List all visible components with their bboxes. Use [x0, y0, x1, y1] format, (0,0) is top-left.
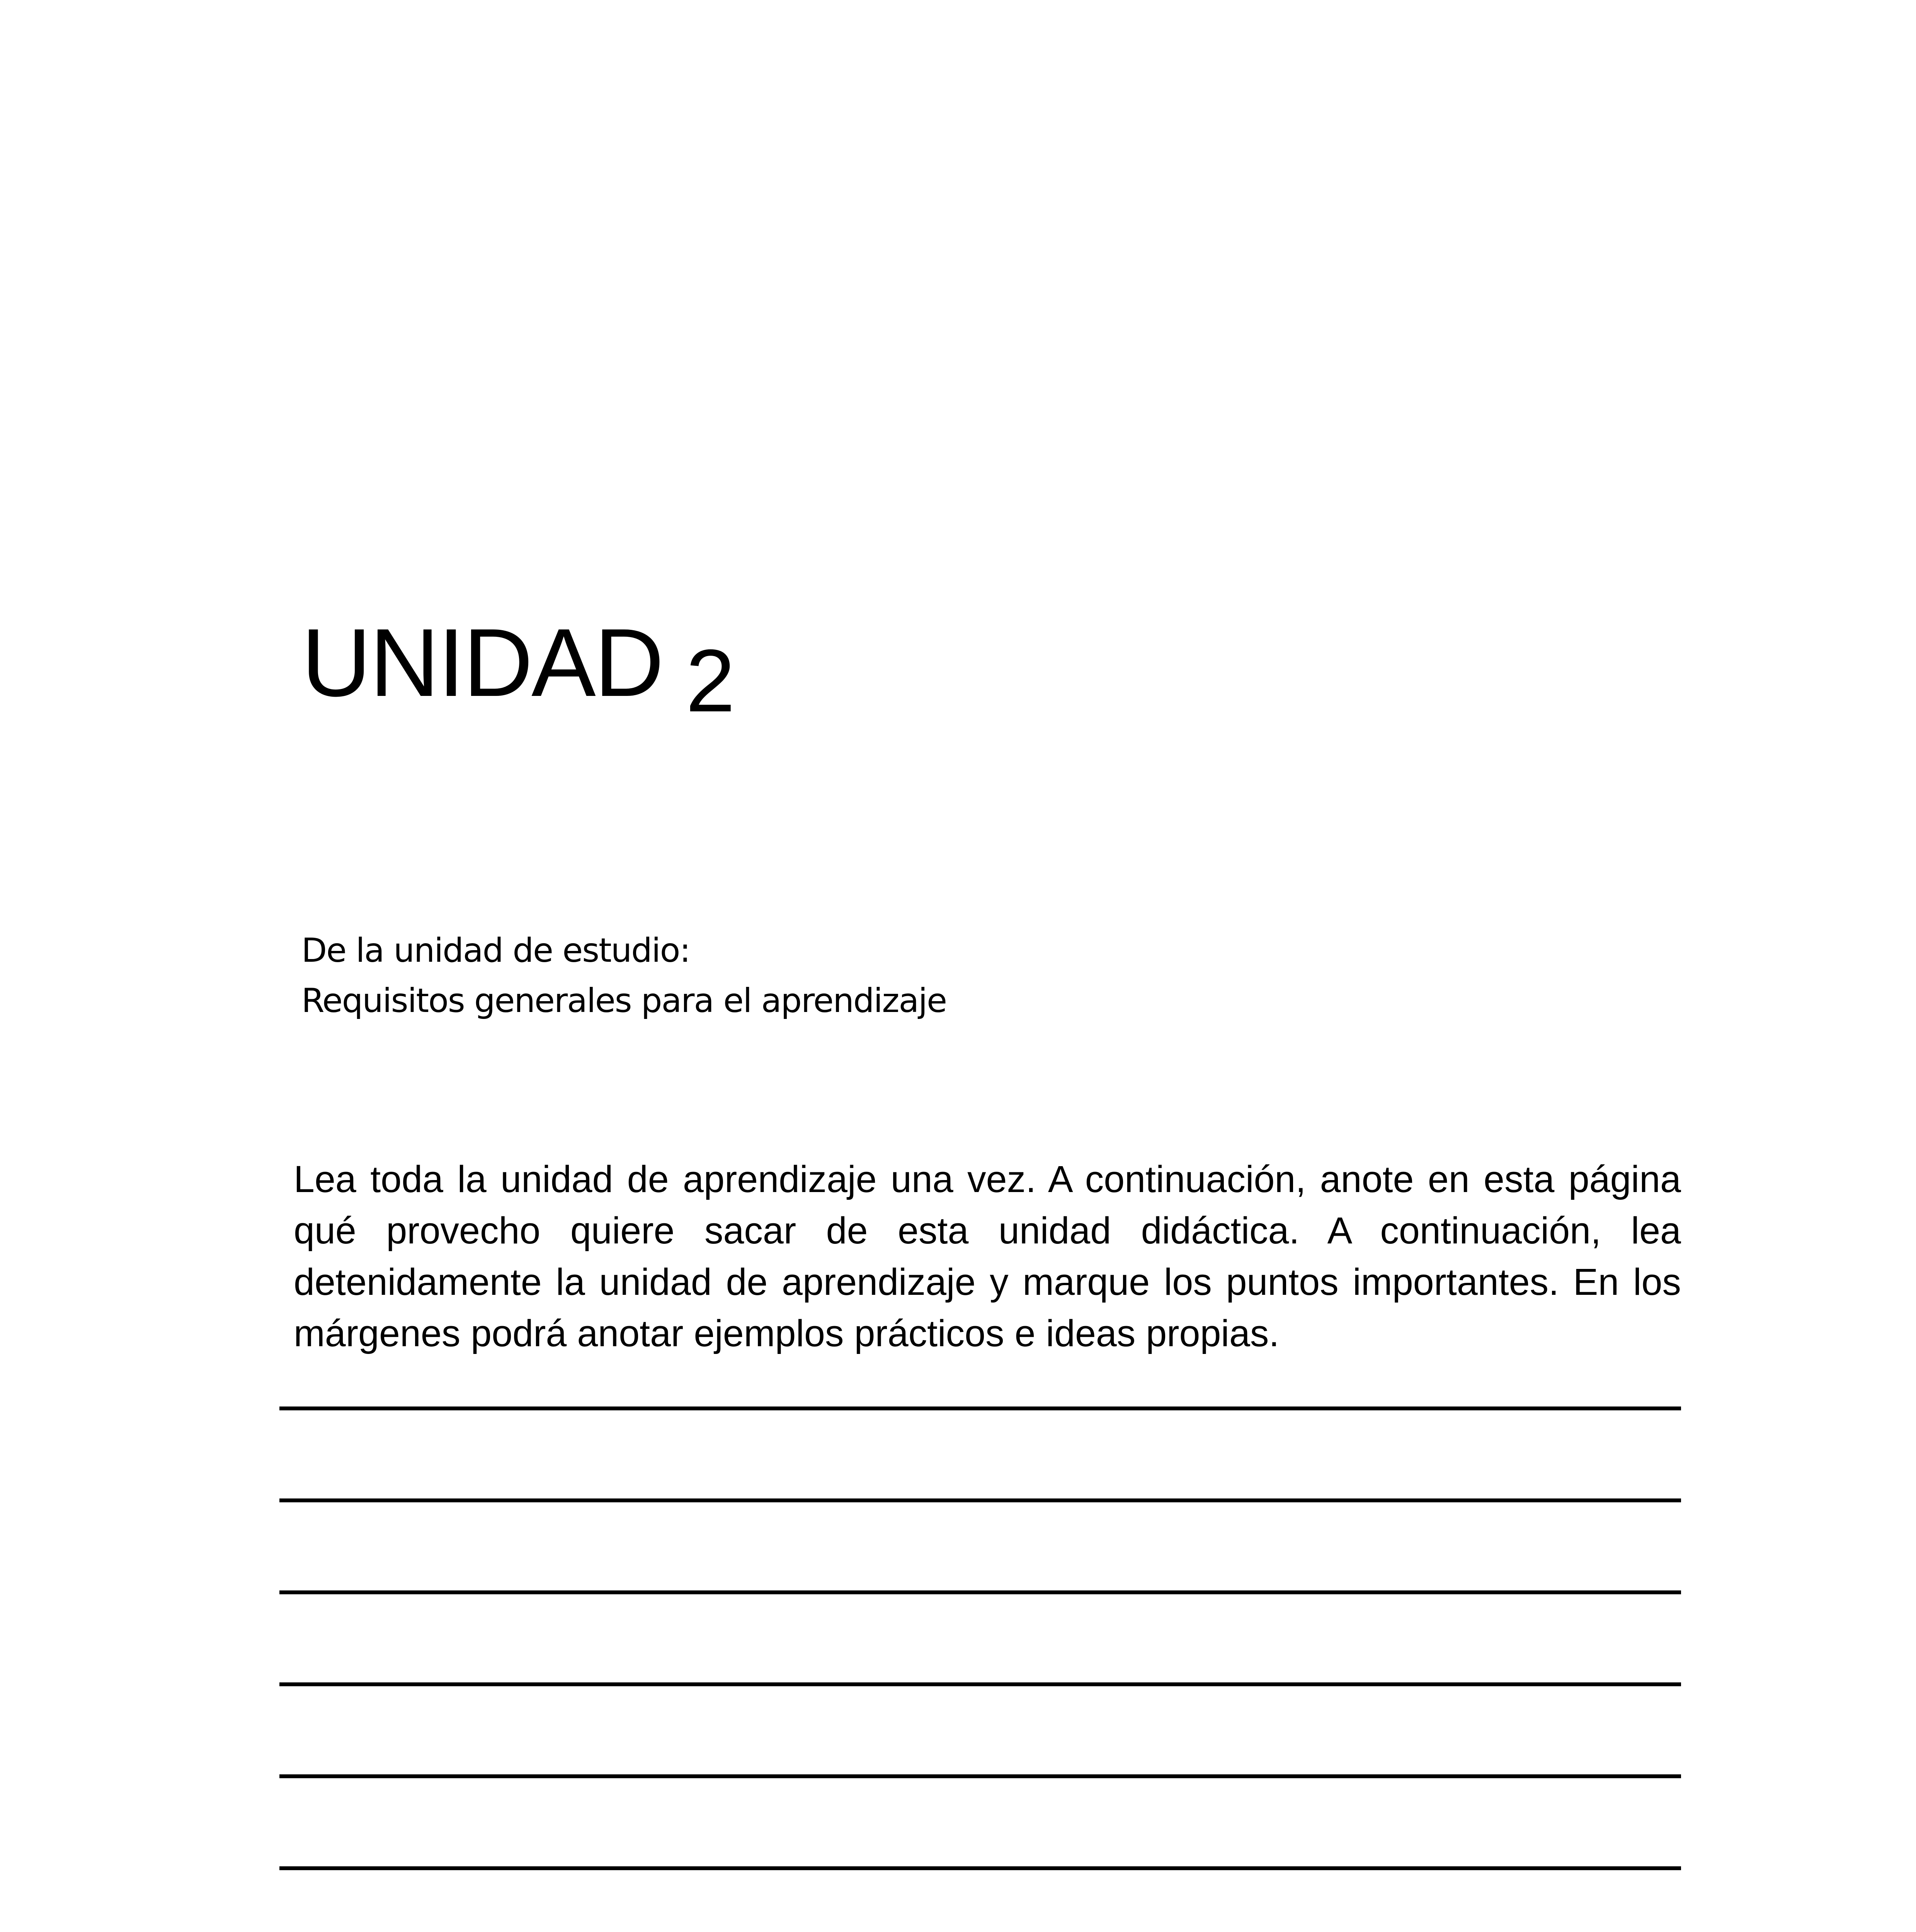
- subtitle-line-2: Requisitos generales para el aprendizaje: [301, 981, 947, 1020]
- writing-lines: [279, 1406, 1681, 1932]
- unit-number: 2: [686, 631, 735, 730]
- unit-title: [301, 609, 735, 730]
- unit-title-word: UNIDAD: [301, 609, 663, 716]
- writing-line: [279, 1774, 1681, 1778]
- writing-line: [279, 1682, 1681, 1686]
- writing-line: [279, 1498, 1681, 1502]
- writing-line: [279, 1590, 1681, 1594]
- subtitle-line-1: De la unidad de estudio:: [301, 931, 690, 970]
- writing-line: [279, 1866, 1681, 1870]
- writing-line: [279, 1406, 1681, 1410]
- instructions-paragraph: Lea toda la unidad de aprendizaje una vez. A continuación, anote en esta página qué provecho quiere sacar de esta unidad didáctica. A continuación, lea detenidamente la unidad de aprendizaje y marque los puntos importantes. En los márgenes podrá anotar ejemplos prácticos e ideas propias.: [294, 1158, 1681, 1354]
- unit-subtitle: [301, 925, 946, 1026]
